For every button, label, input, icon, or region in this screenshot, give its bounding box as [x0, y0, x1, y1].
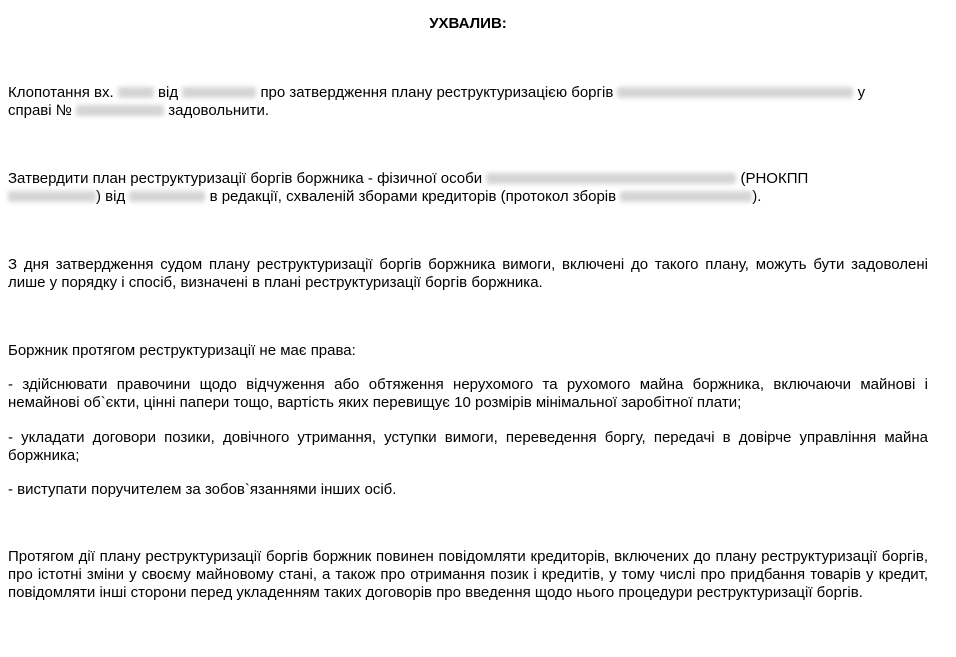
paragraph-notification-duty: Протягом дії плану реструктуризації боргів боржник повинен повідомляти кредиторів, включених до плану реструктуризації боргів, про істотні зміни у своєму майновому стані, а також про отримання позик і кредитів, у тому числі про придбання товарів у кредит, повідомляти інші сторони перед укладенням таких договорів про введення щодо нього процедури реструктуризації боргів.: [8, 548, 928, 601]
motion-text-case: справі №: [8, 102, 72, 119]
paragraph-claims-satisfaction: З дня затвердження судом плану реструктуризації боргів боржника вимоги, включені до такого плану, можуть бути задоволені лише у порядку і спосіб, визначені в плані реструктуризації боргів боржника.: [8, 256, 928, 291]
motion-text-in: у: [857, 84, 866, 101]
redacted-plan-date: [129, 191, 205, 202]
redacted-date: [182, 87, 256, 98]
redacted-debtor-full-name: [486, 173, 736, 184]
redacted-protocol-ref: [620, 191, 752, 202]
plan-text-edition: в редакції, схваленій зборами кредиторів (протокол зборів: [209, 188, 617, 205]
motion-text-from: від: [158, 84, 179, 101]
restriction-item-guarantor: - виступати поручителем за зобов`язаннями інших осіб.: [8, 481, 397, 498]
redacted-incoming-number: [118, 87, 154, 98]
motion-text-start: Клопотання вх.: [8, 84, 114, 101]
redacted-tax-id: [8, 191, 96, 202]
plan-text-end: ).: [752, 188, 762, 205]
restriction-item-transactions: - здійснювати правочини щодо відчуження або обтяження нерухомого та рухомого майна боржника, включаючи майнові і немайнові об`єкти, цінні папери тощо, вартість яких перевищує 10 розмірів мінімальної заробітної плати;: [8, 376, 928, 411]
paragraph-restrictions-intro: Боржник протягом реструктуризації не має права:: [8, 342, 356, 359]
redacted-case-number: [76, 105, 164, 116]
resolution-heading: УХВАЛИВ:: [429, 15, 507, 32]
paragraph-motion-approval: [8, 84, 928, 120]
motion-text-granted: задовольнити.: [168, 102, 269, 119]
redacted-debtor-name: [617, 87, 853, 98]
paragraph-plan-approval: [8, 170, 928, 206]
plan-text-start: Затвердити план реструктуризації боргів боржника - фізичної особи: [8, 170, 483, 187]
restriction-item-contracts: - укладати договори позики, довічного утримання, уступки вимоги, переведення боргу, передачі в довірче управління майна боржника;: [8, 429, 928, 464]
plan-text-from: ) від: [96, 188, 126, 205]
plan-text-tax-id: (РНОКПП: [740, 170, 809, 187]
motion-text-plan: про затвердження плану реструктуризацією боргів: [260, 84, 614, 101]
